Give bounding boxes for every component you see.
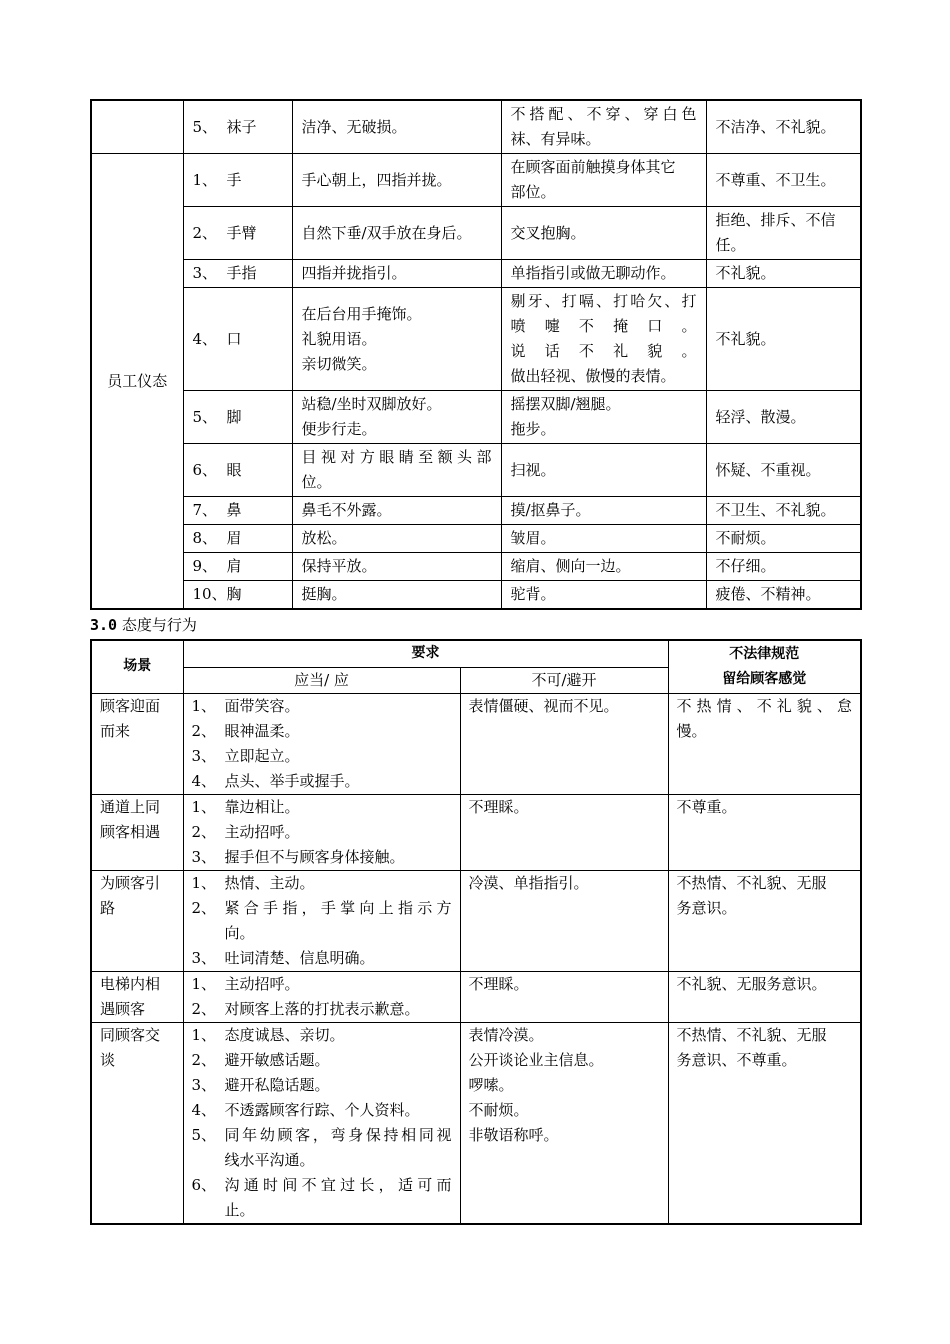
cell-line: 不尊重。 [676,797,737,816]
cell-line: 鼻毛不外露。 [301,501,392,519]
cell-line: 目视对方眼睛至额头部 [301,448,492,466]
body-part: 肩 [226,557,242,575]
item-number: 8、 [192,529,218,547]
list-item [192,896,452,946]
table-row [91,207,861,260]
cell-line: 不礼貌。 [715,329,776,348]
item-number: 1、 [191,873,217,892]
cell-line: 任。 [715,236,746,254]
table-row [91,794,861,870]
body-part: 口 [226,329,242,348]
cell-line: 说话不礼貌。 [510,342,697,360]
cell-line: 务意识、不尊重。 [676,1050,797,1069]
cell-line: 单指指引或做无聊动作。 [510,264,676,282]
header-avoid: 不可/避开 [460,667,668,693]
table-row [91,154,861,207]
section-title-text: 态度与行为 [121,616,197,634]
body-part-cell [183,100,292,154]
list-item [192,795,452,820]
item-line: 止。 [224,1200,255,1219]
item-text [225,719,452,744]
avoid-cell [501,525,706,553]
cell-line: 位。 [301,473,332,491]
list-item [192,972,452,997]
item-line: 线水平沟通。 [224,1150,315,1169]
body-part: 胸 [226,585,242,603]
cell-line: 不搭配、不穿、穿白色 [510,105,697,123]
body-part-cell [183,154,292,207]
item-number: 1、 [191,1025,217,1044]
item-line: 握手但不与顾客身体接触。 [224,847,405,866]
table-row [91,391,861,444]
item-line: 主动招呼。 [224,974,300,993]
item-number: 6、 [192,460,218,479]
cell-line: 皱眉。 [510,529,556,547]
cell-line: 不卫生、不礼貌。 [715,501,836,519]
cell-line: 交叉抱胸。 [510,223,586,242]
list-item [192,1123,452,1173]
list-item [192,694,452,719]
cell-line: 洁净、无破损。 [301,117,407,136]
item-line: 靠边相让。 [224,797,300,816]
item-number: 9、 [192,557,218,575]
cell-line: 疲倦、不精神。 [715,585,821,603]
body-part: 鼻 [226,501,242,519]
feeling-cell [706,581,861,610]
body-part-cell [183,391,292,444]
header-scene: 场景 [91,640,183,693]
should-cell [292,100,501,154]
item-line: 热情、主动。 [224,873,315,892]
should-cell [292,207,501,260]
cell-line: 亲切微笑。 [301,354,377,373]
cell-line: 表情冷漠。 [468,1025,544,1044]
scene-cell [91,1022,183,1224]
item-text [225,997,452,1022]
cell-line: 务意识。 [676,898,737,917]
should-cell [292,288,501,391]
item-number: 5、 [192,407,218,426]
cell-line: 做出轻视、傲慢的表情。 [510,367,676,385]
avoid-cell [501,444,706,497]
table-row [91,553,861,581]
body-part-cell [183,207,292,260]
body-part: 手臂 [226,223,257,242]
list-item [192,1173,452,1223]
feeling-cell [706,497,861,525]
item-line: 沟通时间不宜过长，适可而 [224,1175,452,1194]
avoid-cell [501,154,706,207]
cell-line: 在后台用手掩饰。 [301,304,422,323]
avoid-cell [460,693,668,794]
item-number: 1、 [191,974,217,993]
item-text [225,795,452,820]
scene-cell [91,794,183,870]
cell-line: 啰嗦。 [468,1075,514,1094]
cell-line: 拖步。 [510,420,556,438]
feeling-cell [706,100,861,154]
item-number: 2、 [192,223,218,242]
item-number: 6、 [191,1175,217,1194]
item-number: 2、 [191,898,217,917]
avoid-cell [501,260,706,288]
cell-line: 袜、有异味。 [510,130,601,148]
should-cell [292,553,501,581]
cell-line: 不理睬。 [468,797,529,816]
cell-line: 不耐烦。 [468,1100,529,1119]
item-line: 紧合手指，手掌向上指示方 [224,898,452,917]
header-feeling-line1: 不法律规范 [729,645,800,662]
body-part: 脚 [226,407,242,426]
avoid-cell [501,581,706,610]
cell-line: 通道上同 [100,797,161,816]
cell-line: 表情僵硬、视而不见。 [468,696,619,715]
should-cell [292,444,501,497]
list-item [192,769,452,794]
feeling-cell [706,288,861,391]
header-should: 应当/ 应 [183,667,460,693]
cell-line: 为顾客引 [100,873,161,892]
cell-line: 剔牙、打嗝、打哈欠、打 [510,292,697,310]
body-part-cell [183,581,292,610]
item-line: 态度诚恳、亲切。 [224,1025,345,1044]
avoid-cell [501,207,706,260]
item-text [225,972,452,997]
should-cell [183,870,460,971]
item-line: 避开敏感话题。 [224,1050,330,1069]
list-item [192,1098,452,1123]
list-item [192,1048,452,1073]
cell-line: 怀疑、不重视。 [715,460,821,479]
item-line: 对顾客上落的打扰表示歉意。 [224,999,420,1018]
cell-line: 不礼貌。 [715,264,776,282]
cell-line: 喷嚏不掩口。 [510,317,697,335]
avoid-cell [501,288,706,391]
feeling-cell [706,207,861,260]
avoid-cell [501,391,706,444]
table-row [91,525,861,553]
item-number: 1、 [192,170,218,189]
cell-line: 四指并拢指引。 [301,264,407,282]
header-requirement: 要求 [183,640,668,667]
list-item [192,1073,452,1098]
cell-line: 缩肩、侧向一边。 [510,557,631,575]
cell-line: 放松。 [301,529,347,547]
cell-line: 顾客迎面 [100,696,161,715]
item-text [225,1123,452,1173]
avoid-cell [460,870,668,971]
feeling-cell [706,444,861,497]
item-number: 4、 [191,771,217,790]
body-part-cell [183,444,292,497]
item-line: 同年幼顾客，弯身保持相同视 [224,1125,452,1144]
body-part: 眉 [226,529,242,547]
body-part: 袜子 [226,117,257,136]
item-line: 向。 [224,923,255,942]
group-label: 员工仪态 [91,154,183,610]
avoid-cell [501,553,706,581]
item-number: 1、 [191,797,217,816]
avoid-cell [501,497,706,525]
item-text [225,1073,452,1098]
item-text [225,946,452,971]
should-cell [183,1022,460,1224]
cell-line: 不热情、不礼貌、无服 [676,873,827,892]
should-cell [292,154,501,207]
table-row [91,288,861,391]
item-number: 2、 [191,999,217,1018]
item-text [225,1048,452,1073]
item-text [225,744,452,769]
cell-line: 不热情、不礼貌、无服 [676,1025,827,1044]
cell-line: 谈 [100,1050,116,1069]
table-row [91,971,861,1022]
item-number: 2、 [191,822,217,841]
cell-line: 手心朝上，四指并拢。 [301,170,452,189]
item-number: 2、 [191,721,217,740]
item-number: 7、 [192,501,218,519]
should-cell [292,497,501,525]
scene-cell [91,693,183,794]
cell-line: 不礼貌、无服务意识。 [676,974,827,993]
list-item [192,1023,452,1048]
avoid-cell [460,971,668,1022]
cell-line: 路 [100,898,116,917]
table-row [91,1022,861,1224]
cell-line: 站稳/坐时双脚放好。 [301,395,442,413]
group-label-empty [91,100,183,154]
feeling-cell [706,260,861,288]
item-number: 1、 [191,696,217,715]
cell-line: 拒绝、排斥、不信 [715,211,836,229]
body-part-cell [183,288,292,391]
item-number: 5、 [192,117,218,136]
item-text [225,769,452,794]
cell-line: 扫视。 [510,460,556,479]
table-row [91,497,861,525]
table-row [91,444,861,497]
cell-line: 不理睬。 [468,974,529,993]
item-line: 主动招呼。 [224,822,300,841]
cell-line: 非敬语称呼。 [468,1125,559,1144]
cell-line: 保持平放。 [301,557,377,575]
item-number: 3、 [191,948,217,967]
scene-cell [91,971,183,1022]
body-part-cell [183,497,292,525]
item-line: 眼神温柔。 [224,721,300,740]
body-part-cell [183,553,292,581]
should-cell [183,794,460,870]
should-cell [183,693,460,794]
item-text [225,820,452,845]
cell-line: 部位。 [510,183,556,201]
cell-line: 礼貌用语。 [301,329,377,348]
item-line: 立即起立。 [224,746,300,765]
list-item [192,871,452,896]
cell-line: 冷漠、单指指引。 [468,873,589,892]
item-text [225,1098,452,1123]
feeling-cell [706,154,861,207]
scene-cell [91,870,183,971]
cell-line: 摸/抠鼻子。 [510,501,591,519]
item-number: 10、 [192,585,227,603]
avoid-cell [460,794,668,870]
item-number: 4、 [191,1100,217,1119]
feeling-cell [706,391,861,444]
body-part: 眼 [226,460,242,479]
item-number: 3、 [191,847,217,866]
should-cell [183,971,460,1022]
cell-line: 慢。 [676,721,707,740]
feeling-cell [668,794,861,870]
item-line: 吐词清楚、信息明确。 [224,948,375,967]
cell-line: 轻浮、散漫。 [715,407,806,426]
cell-line: 不仔细。 [715,557,776,575]
avoid-cell [460,1022,668,1224]
item-number: 3、 [191,746,217,765]
item-line: 点头、举手或握手。 [224,771,360,790]
should-cell [292,525,501,553]
item-number: 3、 [191,1075,217,1094]
posture-table [90,99,862,610]
cell-line: 顾客相遇 [100,822,161,841]
feeling-cell [668,971,861,1022]
body-part-cell [183,525,292,553]
item-text [225,871,452,896]
cell-line: 摇摆双脚/翘腿。 [510,395,621,413]
list-item [192,845,452,870]
feeling-cell [706,553,861,581]
item-text [225,845,452,870]
table-row [91,260,861,288]
cell-line: 不耐烦。 [715,529,776,547]
section-heading [90,614,197,636]
item-text [225,694,452,719]
feeling-cell [706,525,861,553]
header-feeling-line2: 留给顾客感觉 [722,670,807,687]
item-number: 4、 [192,329,218,348]
feeling-cell [668,1022,861,1224]
body-part-cell [183,260,292,288]
cell-line: 自然下垂/双手放在身后。 [301,223,472,242]
table-row [91,100,861,154]
list-item [192,997,452,1022]
item-line: 不透露顾客行踪、个人资料。 [224,1100,420,1119]
body-part: 手 [226,170,242,189]
list-item [192,744,452,769]
cell-line: 不洁净、不礼貌。 [715,117,836,136]
cell-line: 挺胸。 [301,585,347,603]
avoid-cell [501,100,706,154]
section-number: 3.0 [90,616,118,634]
feeling-cell [668,870,861,971]
list-item [192,946,452,971]
cell-line: 在顾客面前触摸身体其它 [510,158,676,176]
item-number: 3、 [192,264,218,282]
list-item [192,719,452,744]
attitude-table [90,639,862,1225]
cell-line: 而来 [100,721,131,740]
cell-line: 便步行走。 [301,420,377,438]
item-line: 面带笑容。 [224,696,300,715]
cell-line: 不热情、不礼貌、怠 [676,696,852,715]
list-item [192,820,452,845]
cell-line: 电梯内相 [100,974,161,993]
table-row [91,870,861,971]
item-number: 5、 [191,1125,217,1144]
body-part: 手指 [226,264,257,282]
cell-line: 公开谈论业主信息。 [468,1050,604,1069]
should-cell [292,581,501,610]
cell-line: 同顾客交 [100,1025,161,1044]
table-row [91,693,861,794]
item-text [225,1173,452,1223]
cell-line: 驼背。 [510,585,556,603]
table-row [91,581,861,610]
should-cell [292,391,501,444]
cell-line: 不尊重、不卫生。 [715,170,836,189]
feeling-cell [668,693,861,794]
item-number: 2、 [191,1050,217,1069]
item-text [225,896,452,946]
cell-line: 遇顾客 [100,999,146,1018]
should-cell [292,260,501,288]
header-feeling [668,640,861,693]
item-line: 避开私隐话题。 [224,1075,330,1094]
item-text [225,1023,452,1048]
